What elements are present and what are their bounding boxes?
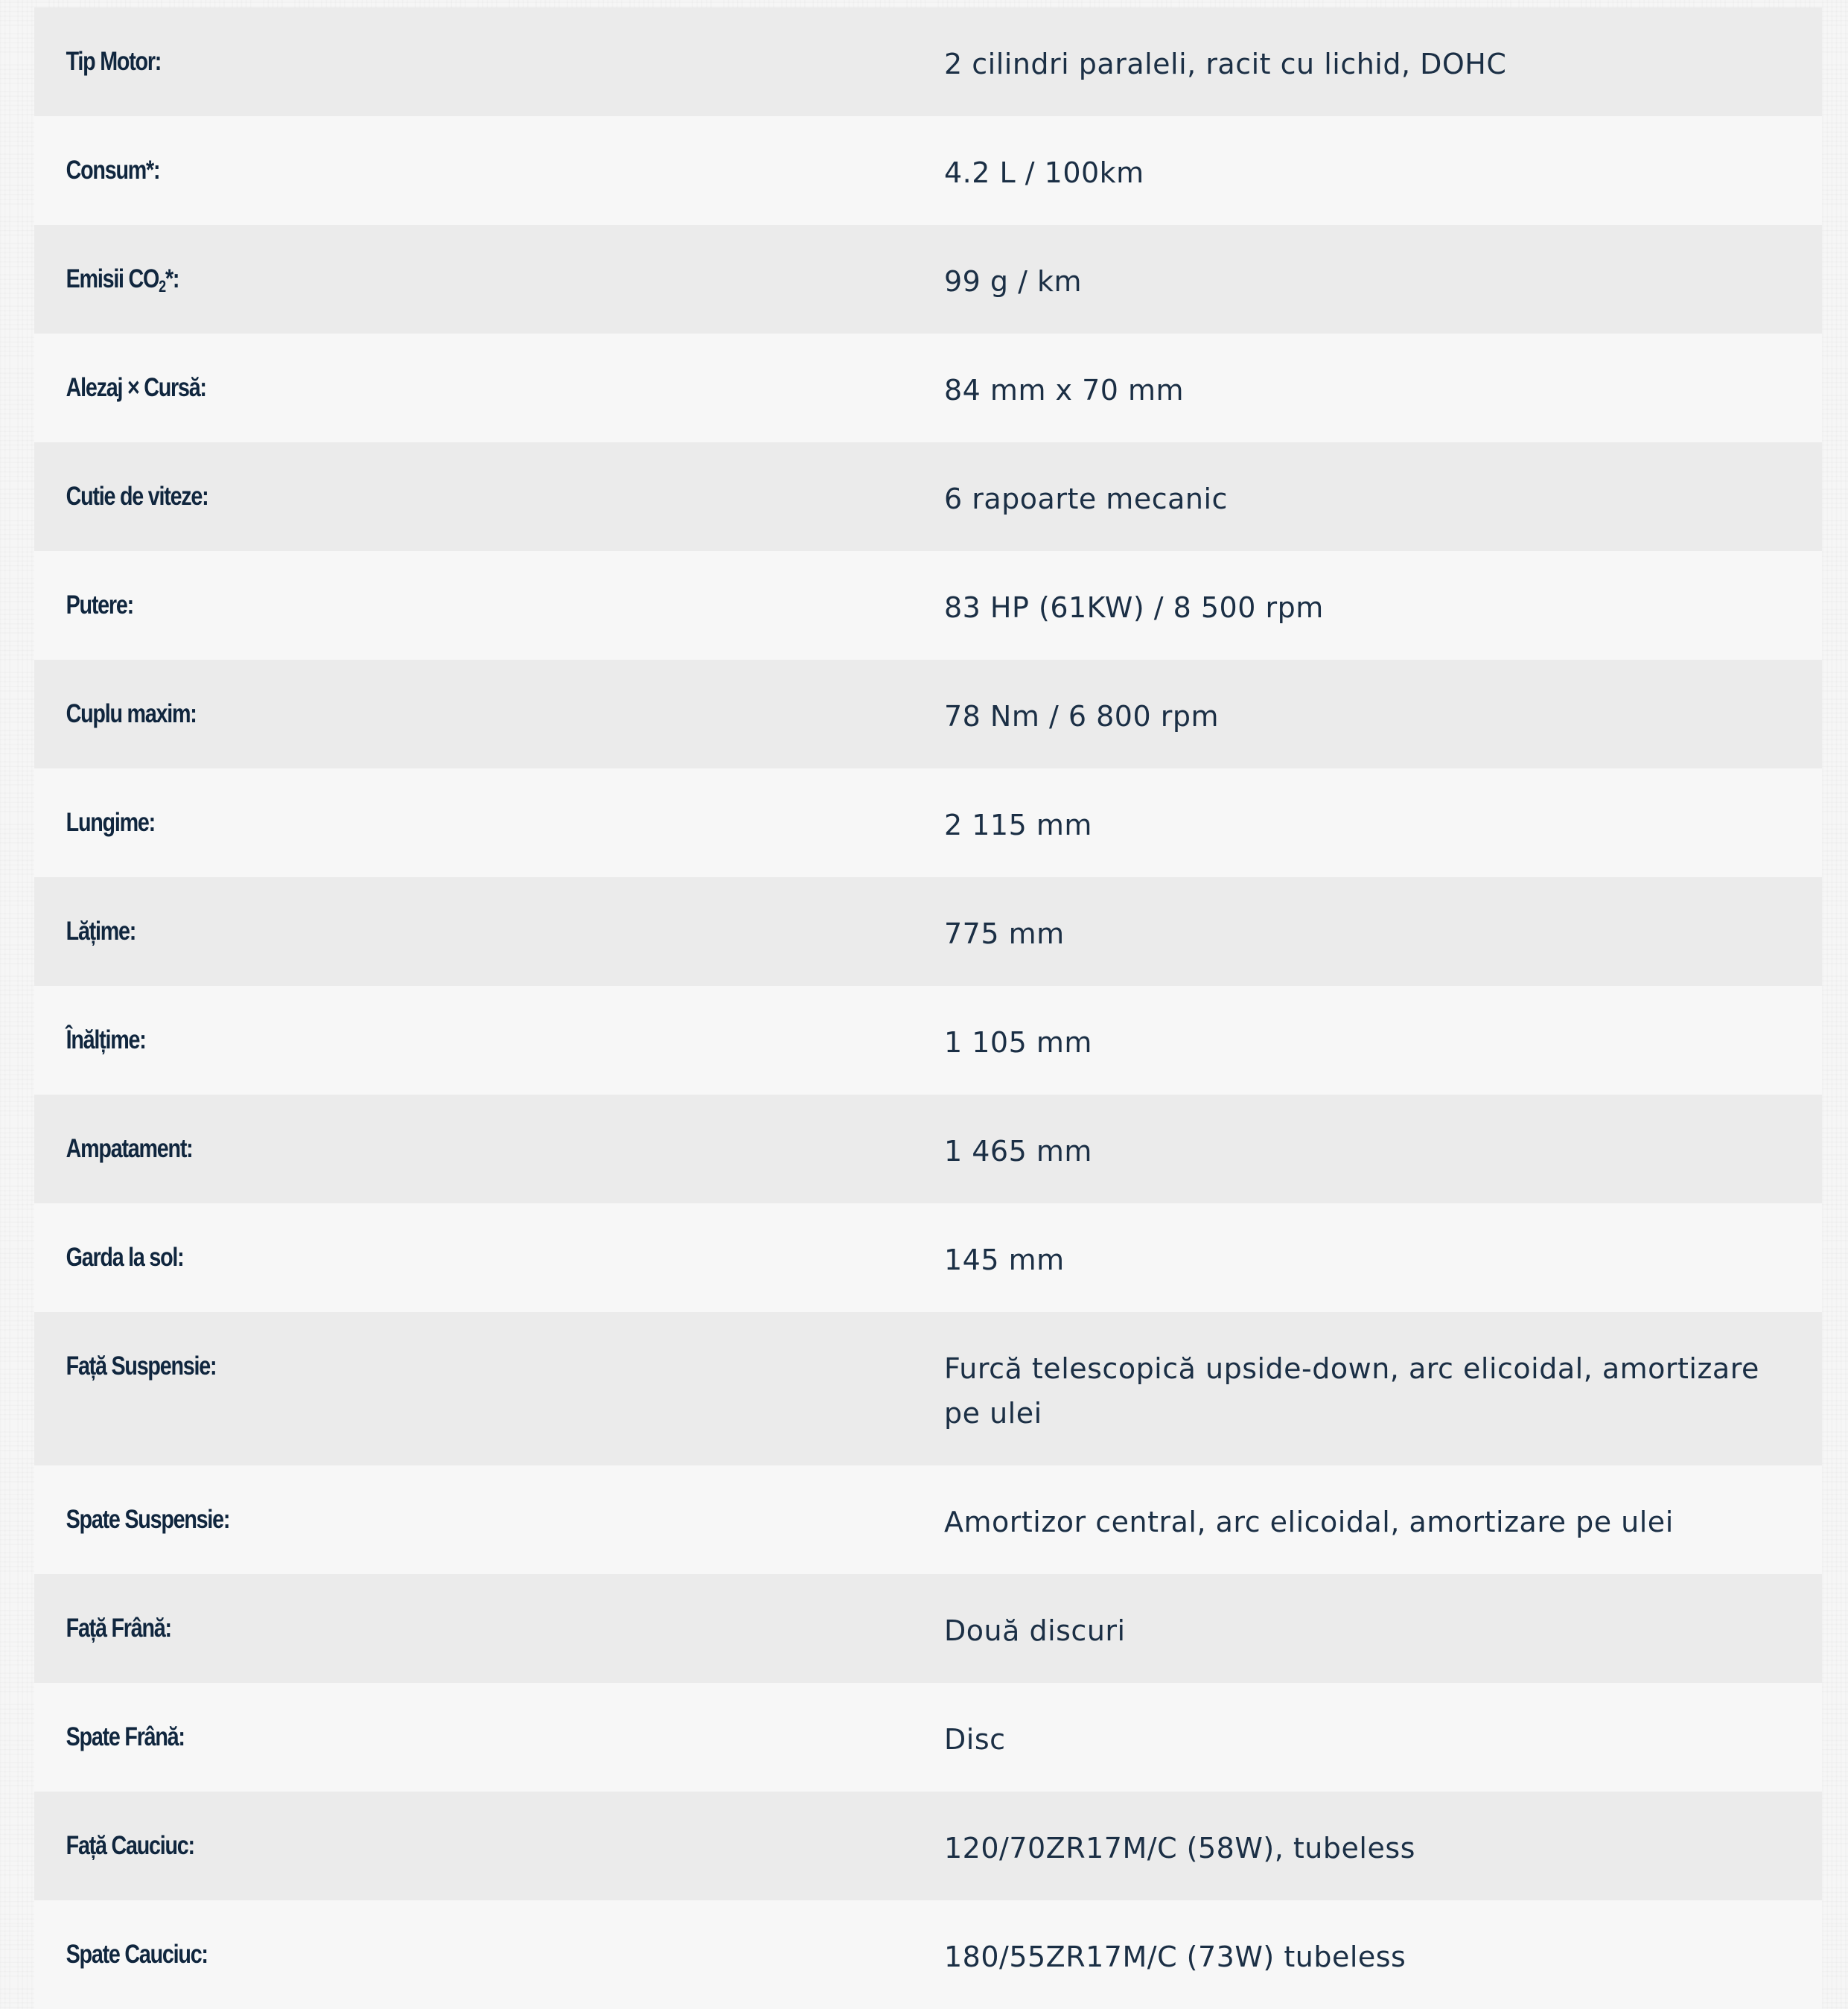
spec-row-co2-emissions — [34, 225, 1822, 334]
spec-label: Lățime: — [66, 917, 136, 946]
spec-row-front-suspension — [34, 1312, 1822, 1465]
spec-label: Spate Frână: — [66, 1722, 185, 1751]
spec-label: Spate Cauciuc: — [66, 1940, 208, 1969]
spec-label — [34, 259, 780, 299]
spec-row-wheelbase — [34, 1095, 1822, 1203]
spec-value: 120/70ZR17M/C (58W), tubeless — [944, 1832, 1415, 1865]
spec-row-consumption — [34, 116, 1822, 225]
spec-value: Amortizor central, arc elicoidal, amortizare pe ulei — [944, 1506, 1674, 1538]
spec-value: 4.2 L / 100km — [944, 156, 1144, 189]
spec-row-front-brake — [34, 1574, 1822, 1683]
spec-label-subscript: 2 — [159, 277, 165, 296]
spec-label: Față Suspensie: — [66, 1351, 217, 1381]
spec-row-length — [34, 768, 1822, 877]
spec-value: 1 105 mm — [944, 1026, 1092, 1059]
spec-value: 6 rapoarte mecanic — [944, 483, 1228, 515]
spec-row-gearbox — [34, 442, 1822, 551]
spec-label: Consum*: — [66, 156, 160, 185]
spec-value: 2 115 mm — [944, 809, 1092, 841]
spec-row-front-tire — [34, 1792, 1822, 1900]
spec-label: Înălțime: — [66, 1025, 146, 1054]
spec-value: 1 465 mm — [944, 1135, 1092, 1168]
spec-value: 83 HP (61KW) / 8 500 rpm — [944, 591, 1324, 624]
spec-label: Cutie de viteze: — [66, 482, 208, 511]
spec-value: 99 g / km — [944, 265, 1083, 298]
spec-value: 84 mm x 70 mm — [944, 374, 1185, 407]
spec-label: Lungime: — [66, 808, 155, 837]
spec-row-width — [34, 877, 1822, 986]
spec-table — [34, 7, 1822, 2009]
spec-row-power — [34, 551, 1822, 660]
spec-row-rear-tire — [34, 1900, 1822, 2009]
spec-label: Față Frână: — [66, 1614, 171, 1643]
spec-label: Garda la sol: — [66, 1243, 184, 1272]
spec-label: Putere: — [66, 590, 133, 620]
spec-label-main: Emisii CO — [66, 264, 159, 293]
spec-value: Două discuri — [944, 1614, 1126, 1647]
spec-label: Față Cauciuc: — [66, 1831, 194, 1860]
spec-row-torque — [34, 660, 1822, 768]
spec-label: Spate Suspensie: — [66, 1505, 230, 1534]
spec-value: Disc — [944, 1723, 1006, 1756]
spec-label: Ampatament: — [66, 1134, 193, 1163]
spec-row-rear-suspension — [34, 1465, 1822, 1574]
spec-row-bore-stroke — [34, 334, 1822, 442]
spec-value: 775 mm — [944, 917, 1065, 950]
spec-row-height — [34, 986, 1822, 1095]
spec-label: Tip Motor: — [66, 47, 162, 76]
spec-value: 180/55ZR17M/C (73W) tubeless — [944, 1940, 1406, 1973]
spec-row-ground-clearance — [34, 1203, 1822, 1312]
spec-value: 145 mm — [944, 1244, 1065, 1276]
spec-label: Cuplu maxim: — [66, 699, 197, 728]
spec-value: 2 cilindri paraleli, racit cu lichid, DOHC — [944, 48, 1507, 80]
spec-label: Alezaj × Cursă: — [66, 373, 206, 402]
spec-value: Furcă telescopică upside-down, arc elicoidal, amortizare pe ulei — [944, 1352, 1759, 1430]
spec-value: 78 Nm / 6 800 rpm — [944, 700, 1219, 733]
spec-label-end: *: — [165, 264, 179, 293]
spec-row-rear-brake — [34, 1683, 1822, 1792]
spec-row-engine-type — [34, 7, 1822, 116]
